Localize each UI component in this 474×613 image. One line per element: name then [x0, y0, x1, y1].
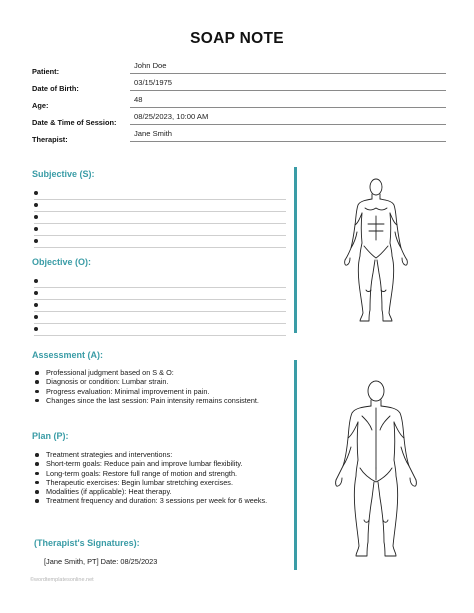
- therapist-field[interactable]: Jane Smith: [130, 128, 446, 142]
- signature-line: [Jane Smith, PT] Date: 08/25/2023: [44, 557, 158, 566]
- subjective-line[interactable]: [34, 237, 286, 248]
- age-label: Age:: [32, 101, 49, 110]
- bullet-dot: [34, 303, 38, 307]
- objective-line[interactable]: [34, 289, 286, 300]
- list-item: Diagnosis or condition: Lumbar strain.: [34, 377, 279, 386]
- list-item: Modalities (if applicable): Heat therapy.: [34, 487, 284, 496]
- subjective-line[interactable]: [34, 225, 286, 236]
- assessment-list: [34, 368, 279, 405]
- body-back-figure: [330, 380, 422, 560]
- age-row: [32, 94, 446, 110]
- patient-row: [32, 60, 446, 76]
- page-title: SOAP NOTE: [190, 30, 284, 47]
- dob-row: [32, 77, 446, 93]
- accent-bar-top: [294, 167, 297, 333]
- session-field[interactable]: 08/25/2023, 10:00 AM: [130, 111, 446, 125]
- list-item: Treatment strategies and interventions:: [34, 450, 284, 459]
- objective-line[interactable]: [34, 301, 286, 312]
- dob-label: Date of Birth:: [32, 84, 79, 93]
- age-field[interactable]: 48: [130, 94, 446, 108]
- patient-field[interactable]: John Doe: [130, 60, 446, 74]
- list-item: Therapeutic exercises: Begin lumbar stretching exercises.: [34, 478, 284, 487]
- objective-line[interactable]: [34, 313, 286, 324]
- patient-label: Patient:: [32, 67, 60, 76]
- plan-heading: Plan (P):: [32, 431, 69, 441]
- bullet-dot: [34, 227, 38, 231]
- subjective-line[interactable]: [34, 189, 286, 200]
- dob-field[interactable]: 03/15/1975: [130, 77, 446, 91]
- bullet-dot: [34, 327, 38, 331]
- subjective-heading: Subjective (S):: [32, 169, 95, 179]
- assessment-heading: Assessment (A):: [32, 350, 104, 360]
- subjective-line[interactable]: [34, 213, 286, 224]
- bullet-dot: [34, 291, 38, 295]
- objective-heading: Objective (O):: [32, 257, 92, 267]
- list-item: Long-term goals: Restore full range of motion and strength.: [34, 469, 284, 478]
- bullet-dot: [34, 279, 38, 283]
- list-item: Short-term goals: Reduce pain and improve lumbar flexibility.: [34, 459, 284, 468]
- list-item: Professional judgment based on S & O:: [34, 368, 279, 377]
- list-item: Changes since the last session: Pain intensity remains consistent.: [34, 396, 279, 405]
- bullet-dot: [34, 239, 38, 243]
- bullet-dot: [34, 203, 38, 207]
- therapist-label: Therapist:: [32, 135, 68, 144]
- bullet-dot: [34, 315, 38, 319]
- objective-line[interactable]: [34, 325, 286, 336]
- list-item: Treatment frequency and duration: 3 sessions per week for 6 weeks.: [34, 496, 284, 505]
- subjective-line[interactable]: [34, 201, 286, 212]
- footer-credit: ©wordtemplatesonline.net: [30, 577, 94, 583]
- bullet-dot: [34, 215, 38, 219]
- session-label: Date & Time of Session:: [32, 118, 117, 127]
- list-item: Progress evaluation: Minimal improvement in pain.: [34, 387, 279, 396]
- signature-heading: (Therapist's Signatures):: [34, 538, 140, 548]
- bullet-dot: [34, 191, 38, 195]
- therapist-row: [32, 128, 446, 144]
- plan-list: [34, 450, 284, 506]
- session-row: [32, 111, 446, 127]
- body-front-figure: [340, 178, 412, 324]
- accent-bar-bottom: [294, 360, 297, 570]
- objective-line[interactable]: [34, 277, 286, 288]
